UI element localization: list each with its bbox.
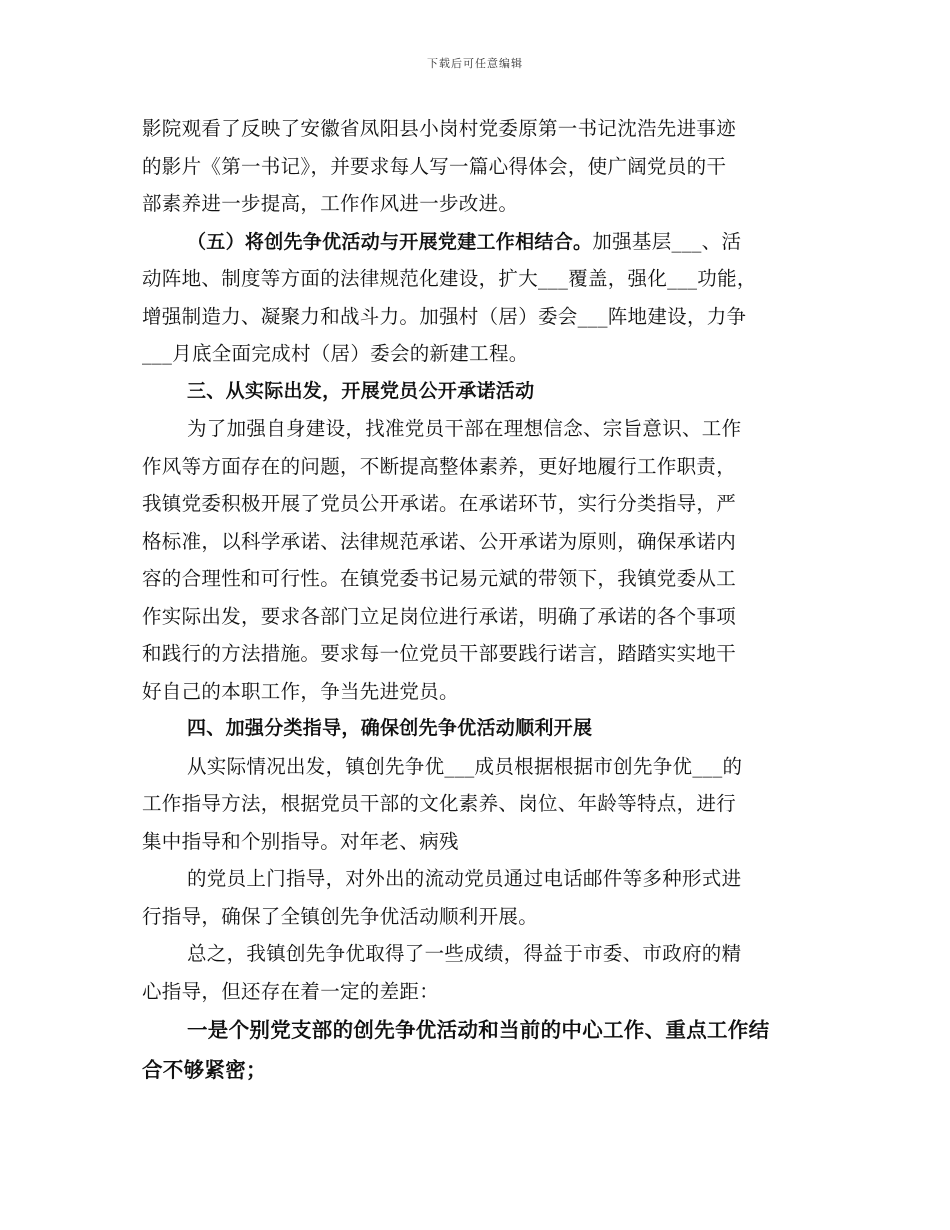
document-body	[142, 110, 810, 1090]
section-heading: 四、加强分类指导，确保创先争优活动顺利开展	[187, 717, 593, 739]
emphasis-line: 合不够紧密；	[142, 1058, 267, 1082]
paragraph-line: 从实际情况出发，镇创先争优___成员根据根据市创先争优___的	[187, 754, 743, 778]
emphasis-line: 一是个别党支部的创先争优活动和当前的中心工作、重点工作结	[187, 1018, 770, 1042]
paragraph-text: 加强基层___、活	[592, 229, 742, 253]
paragraph-line: 影院观看了反映了安徽省凤阳县小岗村党委原第一书记沈浩先进事迹	[142, 117, 737, 140]
paragraph-line: 增强制造力、凝聚力和战斗力。加强村（居）委会___阵地建设，力争	[142, 304, 747, 328]
paragraph-line: 心指导，但还存在着一定的差距：	[142, 979, 440, 1003]
paragraph-line: 部素养进一步提高，工作作风进一步改进。	[142, 192, 519, 215]
paragraph-line: 我镇党委积极开展了党员公开承诺。在承诺环节，实行分类指导，严	[142, 492, 737, 515]
paragraph-line: 工作指导方法，根据党员干部的文化素养、岗位、年龄等特点，进行	[142, 792, 737, 815]
paragraph-line: 行指导，确保了全镇创先争优活动顺利开展。	[142, 904, 539, 928]
paragraph-line-subsection	[142, 223, 810, 261]
section-heading: 三、从实际出发，开展党员公开承诺活动	[187, 379, 535, 402]
paragraph-line: 的影片《第一书记》，并要求每人写一篇心得体会，使广阔党员的干	[142, 154, 727, 178]
paragraph-line: 好自己的本职工作，争当先进党员。	[142, 679, 459, 703]
paragraph-line: 的党员上门指导，对外出的流动党员通过电话邮件等多种形式进	[187, 867, 742, 890]
paragraph-line: 为了加强自身建设，找准党员干部在理想信念、宗旨意识、工作	[187, 417, 742, 440]
paragraph-line: 总之，我镇创先争优取得了一些成绩，得益于市委、市政府的精	[187, 942, 742, 965]
paragraph-line: ___月底全面完成村（居）委会的新建工程。	[142, 342, 529, 365]
paragraph-line: 容的合理性和可行性。在镇党委书记易元斌的带领下，我镇党委从工	[142, 567, 737, 590]
page-header: 下载后可任意编辑	[427, 57, 523, 70]
paragraph-line: 动阵地、制度等方面的法律规范化建设，扩大___覆盖，强化___功能，	[142, 267, 757, 290]
paragraph-line: 作风等方面存在的问题，不断提高整体素养，更好地履行工作职责，	[142, 454, 737, 478]
paragraph-line: 作实际出发，要求各部门立足岗位进行承诺，明确了承诺的各个事项	[142, 604, 737, 628]
paragraph-line: 和践行的方法措施。要求每一位党员干部要践行诺言，踏踏实实地干	[142, 642, 737, 665]
paragraph-line: 集中指导和个别指导。对年老、病残	[142, 829, 459, 853]
paragraph-line: 格标准，以科学承诺、法律规范承诺、公开承诺为原则，确保承诺内	[142, 529, 737, 553]
subsection-heading: （五）将创先争优活动与开展党建工作相结合。	[187, 230, 593, 253]
